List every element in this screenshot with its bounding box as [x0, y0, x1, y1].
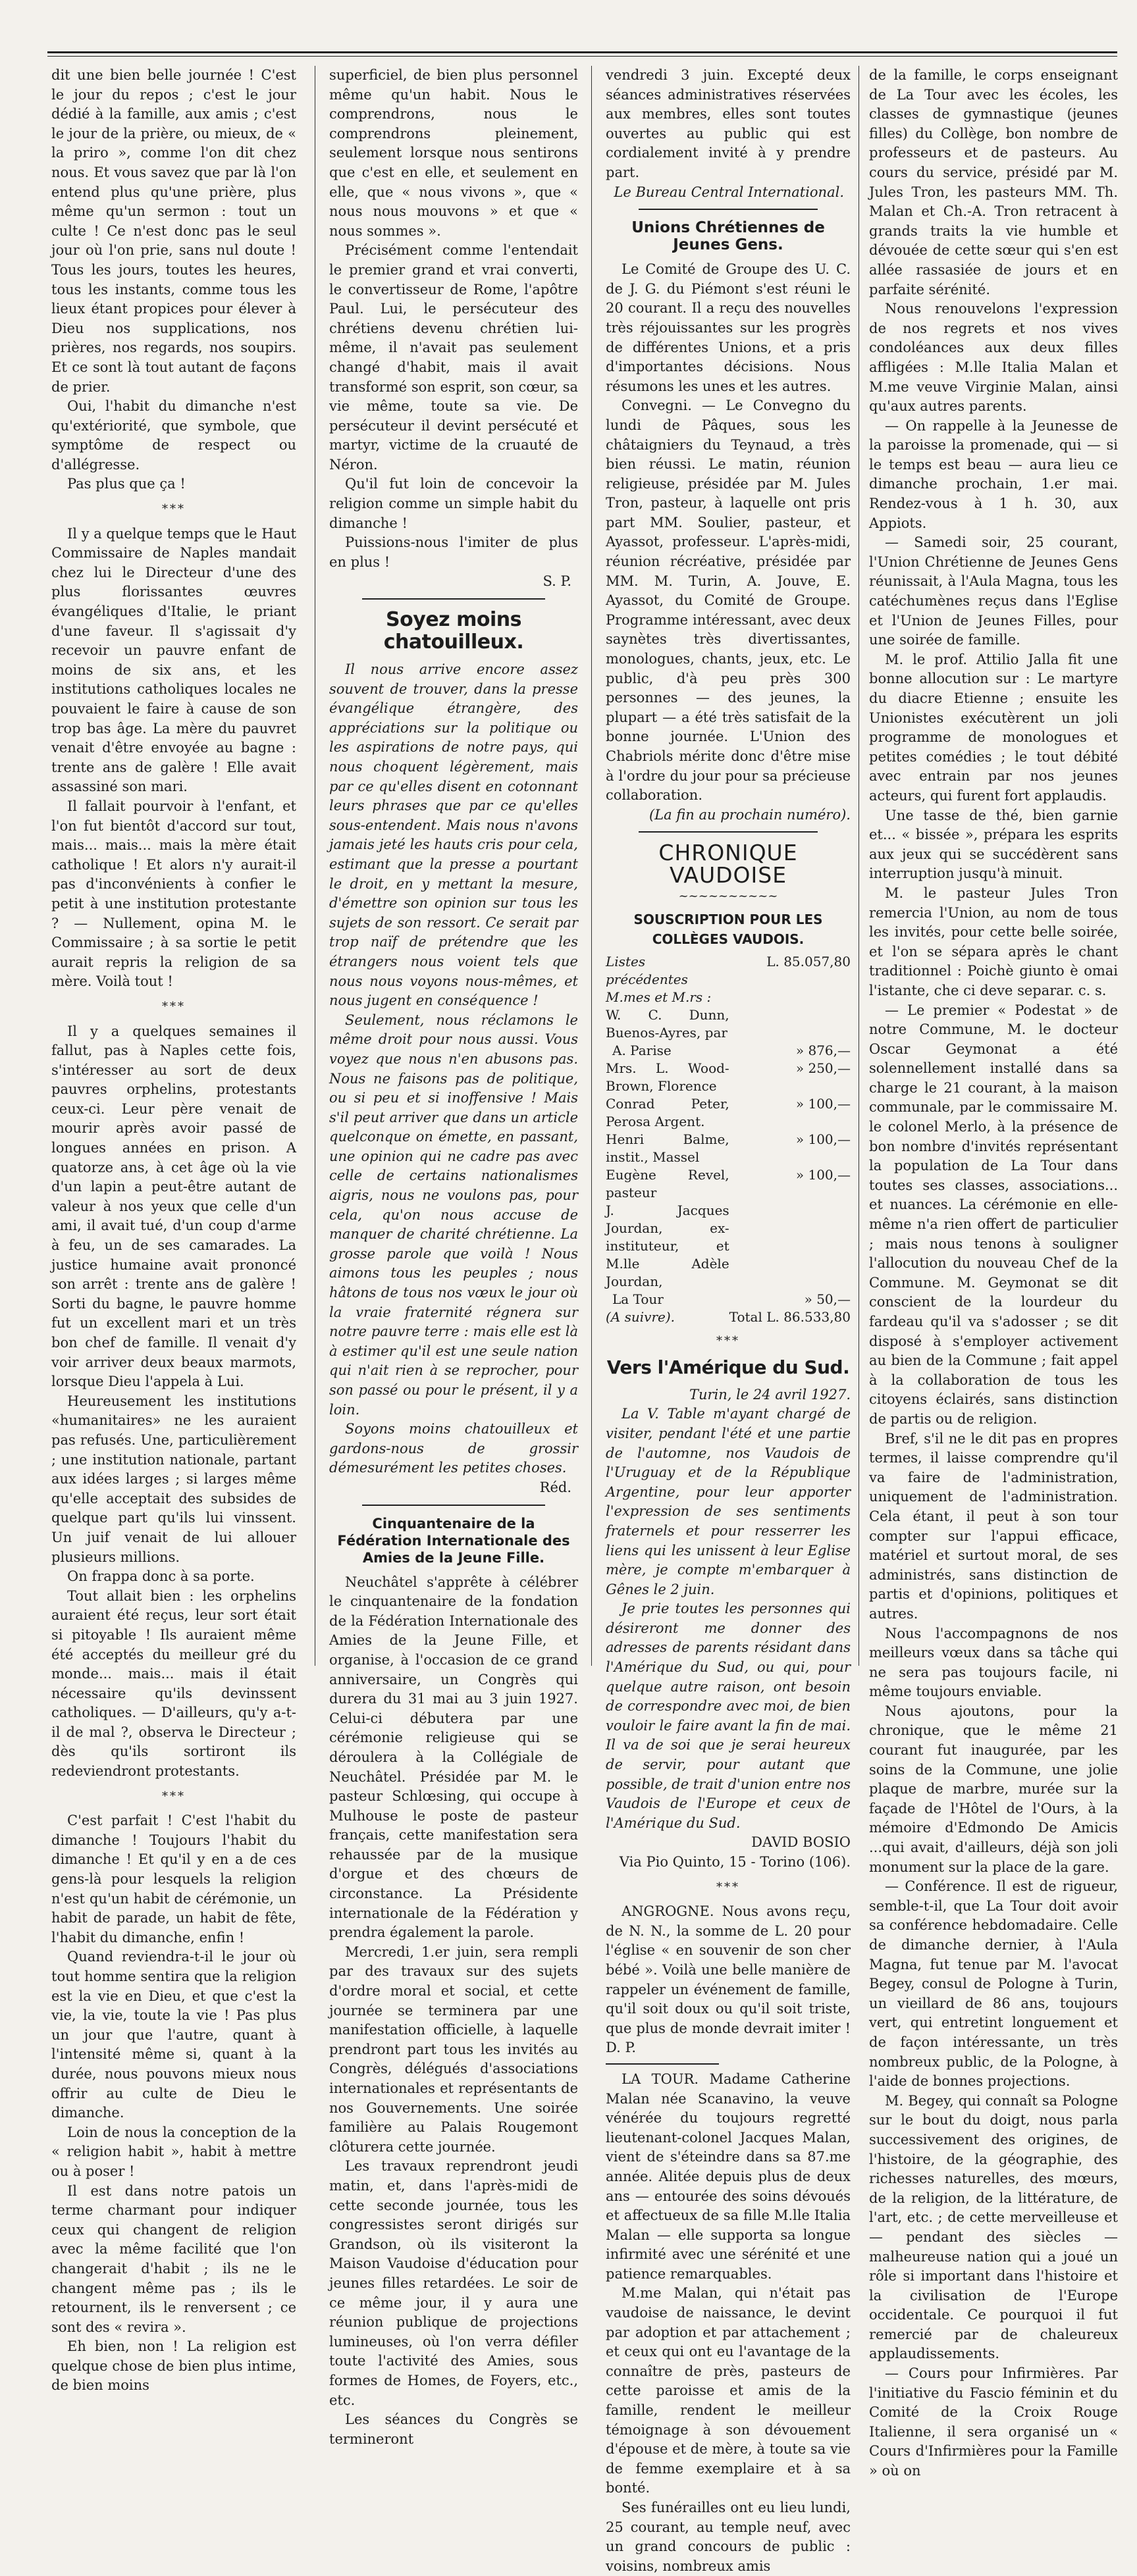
signature: DAVID BOSIO: [751, 1834, 851, 1851]
section-stars: ***: [162, 502, 186, 517]
table-cell: La Tour: [612, 1291, 664, 1308]
paragraph: Mercredi, 1.er juin, sera rempli par des travaux sur des sujets d'ordre moral et social, et cette journée se terminera par une manifestation officielle, à laquelle prendront part tous les invités au Congrès, délégués d'associations internationales et représentants de nos Gouvernements. Une soirée familière au Palais Rougemont clôturera cette journée.: [329, 1944, 578, 2155]
table-row: [606, 953, 851, 989]
table-row: [606, 1060, 851, 1095]
table-cell: Total L. 86.533,80: [729, 1309, 851, 1326]
paragraph: C'est parfait ! C'est l'habit du dimanche ! Toujours l'habit du dimanche ! Et qu'il y en a de ces gens-là pour lesquels la religion n'est qu'un habit de cérémonie, un habit de parade, un habit de fête, l'habit du dimanche, enfin !: [51, 1813, 296, 1945]
table-row: [606, 1291, 851, 1308]
column-1: [51, 66, 296, 2394]
paragraph: Il y a quelques semaines il fallut, pas à Naples cette fois, s'intéresser au sort de deux pauvres orphelins, protestants ceux-ci. Leur père venait de mourir après avoir passé de longues années en prison. A quatorze ans, à cet âge où la vie d'un lapin a peut-être autant de valeur à nos yeux que celle d'un ami, il avait tué, d'un coup d'arme à feu, un de ses camarades. La justice humaine avait prononcé son arrêt : trente ans de galère ! Sorti du bagne, le pauvre homme fut un excellent mari et un très bon chef de famille. Il venait d'y voir arriver deux beaux marmots, lorsque Dieu l'appela à Lui.: [51, 1023, 296, 1390]
signature: Réd.: [539, 1479, 571, 1495]
article-title: Unions Chrétiennes de Jeunes Gens.: [631, 219, 825, 254]
article-title: Vers l'Amérique du Sud.: [606, 1356, 850, 1378]
table-row: [606, 1095, 851, 1131]
subscription-table: [606, 953, 851, 1326]
paragraph: Il est dans notre patois un terme charmant pour indiquer ceux qui changent de religion avec la même facilité que l'on changerait d'habit ; ils ne le changent même pas ; ils le retournent, ils le renversent ; ce sont des « revira ».: [51, 2182, 296, 2335]
paragraph: Nous renouvelons l'expression de nos regrets et nos vives condoléances aux deux filles affligées : M.lle Italia Malan et M.me veuve Virginie Malan, ainsi qu'aux autres parents.: [869, 301, 1118, 415]
paragraph: — Le premier « Podestat » de notre Commune, M. le docteur Oscar Geymonat a été solennellement installé dans sa charge le 21 courant, à la maison communale, par le commissaire M. le colonel Merlo, à la présence de bon nombre d'invités représentant la population de La Tour dans toutes ses classes, associations... et nuances. La cérémonie en elle-même n'a rien offert de particulier ; mais nous tenons à souligner l'allocution du nouveau Chef de la Commune. M. Geymonat se dit conscient de la lourdeur du fardeau qu'il va s'adosser ; se dit disposé à s'employer activement au bien de la Commune ; fait appel à la collaboration de tous les citoyens éclairés, sans distinction de partis ou de religion.: [869, 1002, 1118, 1427]
section-stars: ***: [716, 1880, 740, 1894]
subscription-title: SOUSCRIPTION POUR LES COLLÈGES VAUDOIS.: [633, 911, 823, 947]
paragraph: Il y a quelque temps que le Haut Commissaire de Naples mandait chez lui le Directeur d'une des plus florissantes œuvres évangéliques d'Italie, le priant d'une faveur. Il s'agissait d'y recevoir un pauvre enfant de moins de six ans, et les institutions catholiques locales ne pouvaient le faire à cause de son trop bas âge. La mère du pauvret venait d'être envoyée au bagne : trente ans de galère ! Elle avait assassiné son mari.: [51, 525, 296, 795]
paragraph: Seulement, nous réclamons le même droit pour nous aussi. Vous voyez que nous n'en abusons pas. Nous ne faisons pas de politique, ou si peu et si inoffensive ! Mais s'il peut arriver que dans un article quelconque on émette, en passant, une opinion qui ne cadre pas avec celle de certains nationalismes aigris, nous ne voulons pas, pour cela, qu'on nous accuse de manquer de charité chrétienne. La grosse parole que voilà ! Nous aimons tous les peuples ; nous hâtons de tous nos vœux le jour où la vraie fraternité régnera sur notre pauvre terre : mais elle est là à estimer qu'il est une seule nation qui n'ait rien à se reprocher, pour son passé ou pour le présent, il y a loin.: [329, 1012, 578, 1418]
paragraph: Les séances du Congrès se termineront: [329, 2411, 578, 2447]
paragraph: M. le pasteur Jules Tron remercia l'Union, au nom de tous les invités, pour cette belle soirée, et l'on se sépara après le chant traditionnel : Poichè giunto è omai l'istante, che ci deve separar. c. s.: [869, 885, 1118, 998]
paragraph: La V. Table m'ayant chargé de visiter, pendant l'été et une partie de l'automne, nos Vaudois de l'Uruguay et de la République Argentine, pour leur apporter l'expression de ses sentiments fraternels et pour resserrer les liens qui les unissent à leur Eglise mère, je compte m'embarquer à Gênes le 2 juin.: [606, 1406, 851, 1597]
paragraph: Je prie toutes les personnes qui désireront me donner des adresses de parents résidant dans l'Amérique du Sud, ou qui, pour quelque autre raison, ont besoin de correspondre avec moi, de bien vouloir le faire avant la fin de mai. Il va de soi que je serai heureux de servir, pour autant que possible, de trait d'union entre nos Vaudois de l'Europe et ceux de l'Amérique du Sud.: [606, 1601, 851, 1831]
paragraph: — On rappelle à la Jeunesse de la paroisse la promenade, qui — si le temps est beau — aura lieu ce dimanche prochain, 1.er mai. Rendez-vous à 1 h. 30, aux Appiots.: [869, 417, 1118, 531]
paragraph: M.me Malan, qui n'était pas vaudoise de naissance, le devint par adoption et par attachement ; et ceux qui ont eu l'avantage de la connaître de près, pasteurs de cette paroisse et amis de la famille, rendent le meilleur témoignage à son dévouement d'épouse et de mère, à toute sa vie de femme exemplaire et à sa bonté.: [606, 2285, 851, 2496]
table-cell: Eugène Revel, pasteur: [606, 1167, 729, 1201]
table-cell: Listes précédentes: [606, 954, 688, 988]
article-title: Soyez moins chatouilleux.: [383, 608, 524, 654]
paragraph: Il fallait pourvoir à l'enfant, et l'on fut bientôt d'accord sur tout, mais... mais... mais la mère était catholique ! Et alors n'y aurait-il pas d'inconvénients à confier le petit à une institution protestante ? — Nullement, opina M. le Commissaire ; à sa sortie le petit aurait repris la religion de sa mère. Voilà tout !: [51, 798, 296, 990]
table-cell: » 100,—: [795, 1167, 851, 1183]
table-cell: Mrs. L. Wood-Brown, Florence: [606, 1060, 729, 1095]
section-divider: [606, 2063, 719, 2065]
section-divider: [362, 1505, 545, 1506]
ornament: ~~~~~~~~~~: [678, 889, 778, 904]
paragraph: Oui, l'habit du dimanche n'est qu'extériorité, que symbole, que symptôme de respect ou d'allégresse.: [51, 398, 296, 473]
paragraph: M. le prof. Attilio Jalla fit une bonne allocution sur : Le martyre du diacre Etienne ; ensuite les Unionistes exécutèrent un joli programme de monologues et petites comédies ; le tout débité avec entrain par nos jeunes acteurs, qui furent fort applaudis.: [869, 651, 1118, 804]
section-divider: [362, 598, 545, 600]
table-cell: M.mes et M.rs :: [606, 989, 712, 1006]
paragraph: — Cours pour Infirmières. Par l'initiative du Fascio féminin et du Comité de la Croix Rouge Italienne, il sera organisé un « Cours d'Infirmières pour la Famille » où on: [869, 2365, 1118, 2479]
table-row: [606, 1042, 851, 1060]
table-cell: » 100,—: [795, 1131, 851, 1148]
address: Via Pio Quinto, 15 - Torino (106).: [619, 1854, 851, 1870]
signature: Le Bureau Central International.: [614, 184, 844, 200]
column-2: [329, 66, 578, 2447]
column-3: [606, 66, 851, 2574]
paragraph: On frappa donc à sa porte.: [67, 1568, 255, 1585]
table-cell: » 250,—: [795, 1060, 851, 1077]
paragraph: LA TOUR. Madame Catherine Malan née Scanavino, la veuve vénérée du toujours regretté lieutenant-colonel Jacques Malan, vient de s'éteindre dans sa 87.me année. Alitée depuis plus de deux ans — entourée des soins dévoués et affectueux de sa fille M.lle Italia Malan — elle supporta sa longue infirmité avec une sérénité et une patience remarquables.: [606, 2071, 851, 2282]
table-row: [606, 1166, 851, 1202]
paragraph: Tout allait bien : les orphelins auraient été reçus, leur sort était si pitoyable ! Ils auraient même été acceptés du meilleur gré du monde... mais... mais il était nécessaire qu'ils devinssent catholiques. — D'ailleurs, qu'y a-t-il de mal ?, observa le Directeur ; dès qu'ils sortiront ils redeviendront protestants.: [51, 1587, 296, 1780]
table-cell: » 876,—: [795, 1043, 851, 1059]
dateline: Turin, le 24 avril 1927.: [689, 1386, 851, 1403]
section-divider: [639, 831, 818, 833]
table-row: [606, 1202, 851, 1291]
top-rule: [47, 51, 1117, 57]
paragraph: Les travaux reprendront jeudi matin, et, dans l'après-midi de cette seconde journée, tous les congressistes seront dirigés sur Grandson, où ils visiteront la Maison Vaudoise d'éducation pour jeunes filles retardées. Le soir de ce même jour, il y aura une réunion publique de projections lumineuses, où l'on verra défiler toute l'activité des Amies, sous formes de Homes, de Foyers, etc., etc.: [329, 2158, 578, 2408]
table-row: [606, 989, 851, 1006]
paragraph: Une tasse de thé, bien garnie et... « bissée », prépara les esprits aux jeux qui se succédèrent sans interruption jusqu'à minuit.: [869, 807, 1118, 882]
signature: S. P.: [542, 573, 571, 590]
paragraph: M. Begey, qui connaît sa Pologne sur le bout du doigt, nous parla successivement des origines, de l'histoire, de la géographie, des richesses naturelles, des mœurs, de la religion, de la littérature, de l'art, etc. ; de cette merveilleuse et — pendant des siècles — malheureuse nation qui a joué un rôle si important dans l'histoire et la civilisation de l'Europe occidentale. Ce pourquoi il fut remercié par de chaleureux applaudissements.: [869, 2092, 1118, 2362]
paragraph: Qu'il fut loin de concevoir la religion comme un simple habit du dimanche !: [329, 476, 578, 531]
section-stars: ***: [716, 1334, 740, 1349]
paragraph: Soyons moins chatouilleux et gardons-nous de grossir démesurément les petites choses.: [329, 1421, 578, 1476]
paragraph: Pas plus que ça !: [67, 476, 186, 492]
section-divider: [639, 209, 818, 210]
section-stars: ***: [162, 999, 186, 1014]
table-row: [606, 1006, 851, 1042]
table-cell: W. C. Dunn, Buenos-Ayres, par: [606, 1007, 729, 1041]
paragraph: Puissions-nous l'imiter de plus en plus !: [329, 534, 578, 570]
paragraph: Le Comité de Groupe des U. C. de J. G. du Piémont s'est réuni le 20 courant. Il a reçu des nouvelles très réjouissantes sur les progrès de différentes Unions, et a pris d'importantes décisions. Nous résumons les unes et les autres.: [606, 261, 851, 394]
article-title: Cinquantenaire de la Fédération Internationale des Amies de la Jeune Fille.: [337, 1515, 570, 1566]
table-cell: J. Jacques Jourdan, ex-instituteur, et M.lle Adèle Jourdan,: [606, 1202, 729, 1290]
table-row: [606, 1308, 851, 1326]
table-cell: [729, 1006, 851, 1042]
paragraph: Bref, s'il ne le dit pas en propres termes, il laisse comprendre qu'il va faire de l'administration, uniquement de l'administration. Cela étant, il peut à son tour compter sur l'appui efficace, matériel et surtout moral, de ses administrés, sans distinction de partis et d'opinions, politiques et autres.: [869, 1430, 1118, 1622]
paragraph: Ses funérailles ont eu lieu lundi, 25 courant, au temple neuf, avec un grand concours de public : voisins, nombreux amis: [606, 2500, 851, 2574]
column-rule: [591, 66, 592, 1666]
paragraph: Nous ajoutons, pour la chronique, que le même 21 courant fut inaugurée, par les soins de la Commune, une jolie plaque de marbre, murée sur la façade de l'Hôtel de l'Ours, à la mémoire d'Edmondo De Amicis ...qui avait, d'ailleurs, déjà son joli monument sur la place de la gare.: [869, 1703, 1118, 1875]
paragraph: Neuchâtel s'apprête à célébrer le cinquantenaire de la fondation de la Fédération Internationale des Amies de la Jeune Fille, et organise, à l'occasion de ce grand anniversaire, un Congrès qui durera du 31 mai au 3 juin 1927. Celui-ci débutera par une cérémonie religieuse qui se déroulera à la Collégiale de Neuchâtel. Présidée par M. le pasteur Schlœsing, qui occupe à Mulhouse le poste de pasteur français, cette manifestation sera rehaussée par de la musique d'orgue et des chœurs de circonstance. La Présidente internationale de la Fédération y prendra également la parole.: [329, 1574, 578, 1941]
paragraph: Convegni. — Le Convegno du lundi de Pâques, sous les châtaigniers du Teynaud, a très bien réussi. Le matin, réunion religieuse, présidée par M. Jules Tron, pasteur, à laquelle ont pris part MM. Soulier, pasteur, et Ayassot, professeur. L'après-midi, réunion récréative, présidée par MM. M. Turin, A. Jouve, E. Ayassot, du Comité de Groupe. Programme intéressant, avec deux saynètes très divertissantes, monologues, chants, jeux, etc. Le public, d'à peu près 300 personnes — des jeunes, la plupart — a été très satisfait de la bonne journée. L'Union des Chabriols mérite donc d'être mise à l'ordre du jour pour sa précieuse collaboration.: [606, 398, 851, 804]
table-cell: Henri Balme, instit., Massel: [606, 1131, 729, 1166]
table-cell: L. 85.057,80: [766, 954, 851, 970]
paragraph: Eh bien, non ! La religion est quelque chose de bien plus intime, de bien moins: [51, 2338, 296, 2394]
table-row: [606, 1131, 851, 1166]
paragraph: Il nous arrive encore assez souvent de trouver, dans la presse évangélique étrangère, des appréciations sur la politique ou les aspirations de notre pays, qui nous choquent légèrement, mais par ce qu'elles disent en cotonnant leurs phrases que par ce qu'elles sous-entendent. Mais nous n'avons jamais jeté les hauts cris pour cela, estimant que la presse a pourtant le droit, en y mettant la mesure, d'émettre son opinion sur tous les sujets de son ressort. Ce serait par trop naïf de prétendre que les étrangers nous voient tels que nous nous voyons nous-mêmes, et nous jugent en conséquence !: [329, 661, 578, 1009]
paragraph: de la famille, le corps enseignant de La Tour avec les écoles, les classes de gymnastique (jeunes filles) du Collège, bon nombre de professeurs et de pasteurs. Au cours du service, présidé par M. Jules Tron, les pasteurs MM. Th. Malan et Ch.-A. Tron retracent à grands traits la vie humble et dévouée de cette sœur qui s'en est allée rassasiée de jours et en parfaite sérénité.: [869, 67, 1118, 297]
table-cell: Conrad Peter, Perosa Argent.: [606, 1096, 729, 1130]
section-stars: ***: [162, 1789, 186, 1803]
table-cell: » 50,—: [804, 1291, 851, 1308]
table-cell: (A suivre).: [606, 1309, 675, 1326]
paragraph: dit une bien belle journée ! C'est le jour du repos ; c'est le jour dédié à la famille, aux amis ; c'est le jour de la prière, ou mieux, de « la priro », comme l'on dit chez nous. Et vous savez que par là l'on entend plus qu'une prière, plus même qu'un sermon : tout un culte ! Ce n'est donc pas le seul jour où l'on prie, sans nul doute ! Tous les jours, toutes les heures, tous les instants, comme tous les lieux étant propices pour élever à Dieu nos supplications, nos prières, nos regards, nos soupirs. Et ce sont là tout autant de façons de prier.: [51, 67, 296, 395]
table-cell: [729, 1202, 851, 1291]
table-cell: » 100,—: [795, 1096, 851, 1112]
column-4: [869, 66, 1118, 2479]
paragraph: superficiel, de bien plus personnel même qu'un habit. Nous le comprendrons, nous le comprendrons pleinement, seulement lorsque nous sentirons que c'est en elle, et seulement en elle, que « nous vivons », que « nous nous mouvons » et que « nous sommes ».: [329, 67, 578, 239]
paragraph: Nous l'accompagnons de nos meilleurs vœux dans sa tâche qui ne sera pas toujours facile, ni même toujours enviable.: [869, 1625, 1118, 1700]
continued-note: (La fin au prochain numéro).: [648, 806, 851, 823]
paragraph: — Samedi soir, 25 courant, l'Union Chrétienne de Jeunes Gens réunissait, à l'Aula Magna, tous les catéchumènes reçus dans l'Eglise et l'Union de Jeunes Filles, pour une soirée de famille.: [869, 534, 1118, 648]
table-cell: A. Parise: [612, 1043, 672, 1059]
paragraph: ANGROGNE. Nous avons reçu, de N. N., la somme de L. 20 pour l'église « en souvenir de son cher bébé ». Voilà une belle manière de rappeler un événement de famille, qu'il soit doux ou qu'il soit triste, que plus de monde devrait imiter ! D. P.: [606, 1903, 851, 2056]
paragraph: Quand reviendra-t-il le jour où tout homme sentira que la religion est la vie en Dieu, et que c'est la vie, la vie, toute la vie ! Pas plus un jour que l'autre, quant à l'intensité même si, quant à la durée, nous pouvons mieux nous offrir au culte de Dieu le dimanche.: [51, 1949, 296, 2121]
paragraph: — Conférence. Il est de rigueur, semble-t-il, que La Tour doit avoir sa conférence hebdomadaire. Celle de dimanche dernier, à l'Aula Magna, fut tenue par M. l'avocat Begey, consul de Pologne à Turin, un vieillard de 86 ans, toujours vert, qui entretint longuement et de façon intéressante, un très nombreux public, de la Pologne, à l'aide de bonnes projections.: [869, 1878, 1118, 2090]
paragraph: Heureusement les institutions «humanitaires» ne les auraient pas refusés. Une, particulièrement ; une institution nationale, partant aux idées larges ; si larges même qu'elle acceptait des subsides de quelque part qu'ils lui vinssent. Un juif venait de lui allouer plusieurs millions.: [51, 1393, 296, 1565]
section-title: CHRONIQUE VAUDOISE: [658, 840, 798, 889]
paragraph: Précisément comme l'entendait le premier grand et vrai converti, le convertisseur de Rome, l'apôtre Paul. Lui, le persécuteur des chrétiens devenu chrétien lui-même, il n'avait pas seulement changé d'habit, mais il avait transformé son esprit, son cœur, sa vie même, toute sa vie. De persécuteur il devint persécuté et martyr, victime de la cruauté de Néron.: [329, 242, 578, 473]
paragraph: Loin de nous la conception de la « religion habit », habit à mettre ou à poser !: [51, 2124, 296, 2179]
paragraph: vendredi 3 juin. Excepté deux séances administratives réservées aux membres, elles sont toutes ouvertes au public qui est cordialement invité à y prendre part.: [606, 67, 851, 180]
